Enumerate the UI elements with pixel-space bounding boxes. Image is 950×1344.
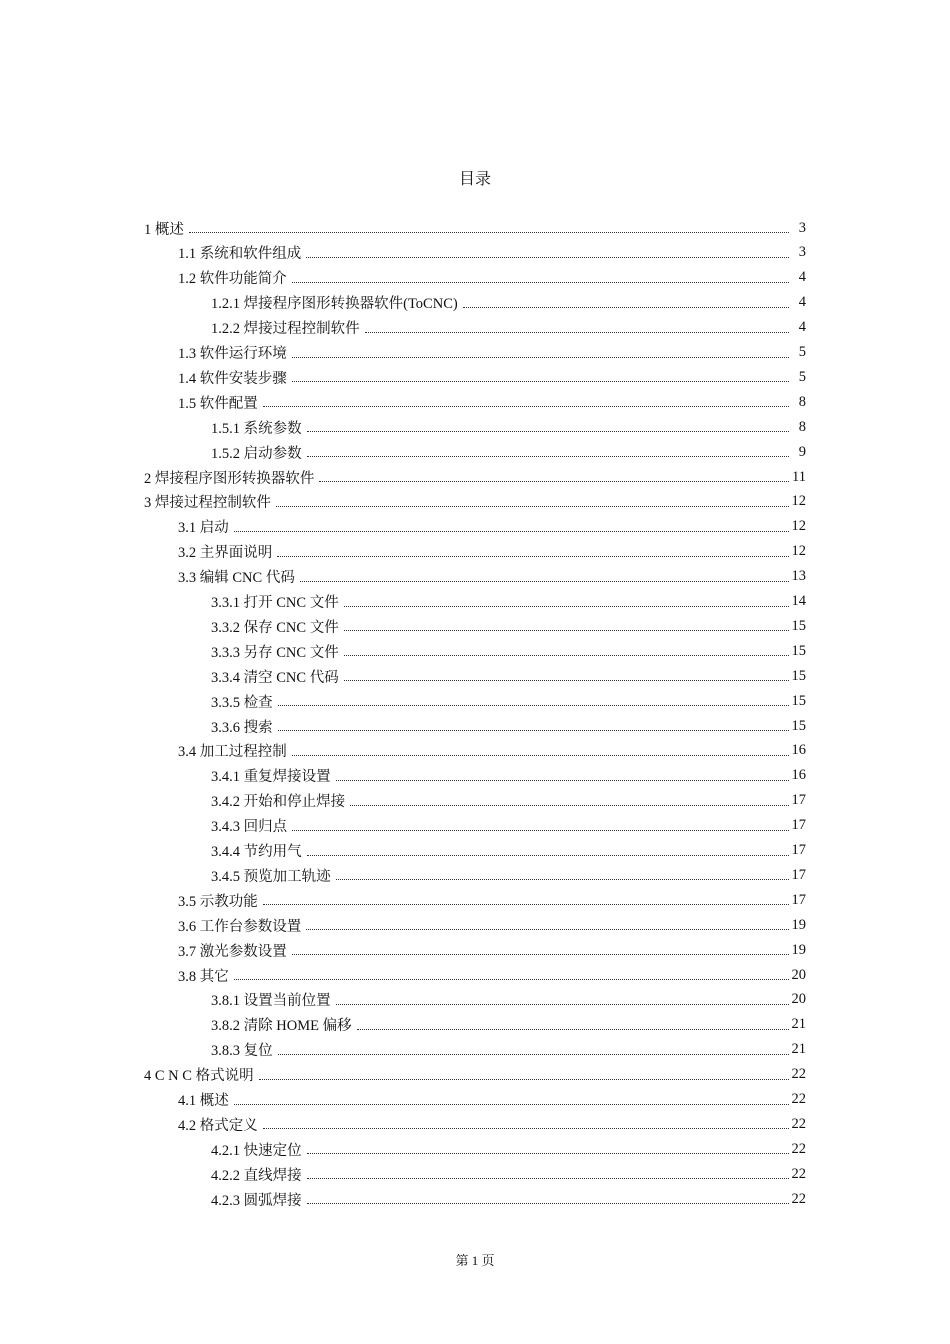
toc-dot-leader (234, 530, 789, 532)
toc-entry-page-number: 22 (791, 1165, 806, 1182)
toc-entry-label: 3.8.1 设置当前位置 (211, 993, 331, 1010)
toc-entry-page-number: 22 (791, 1140, 806, 1157)
toc-entry-label: 3.4.3 回归点 (211, 819, 288, 836)
toc-dot-leader (277, 555, 788, 557)
toc-entry-label: 1.5.2 启动参数 (211, 445, 302, 462)
toc-entry-label: 2 焊接程序图形转换器软件 (144, 470, 315, 487)
toc-dot-leader (336, 779, 789, 781)
toc-entry-page-number: 5 (798, 344, 806, 360)
toc-entry-label: 3.4.5 预览加工轨迹 (211, 868, 331, 885)
toc-dot-leader (365, 331, 789, 333)
toc-entry[interactable] (144, 490, 806, 514)
toc-entry[interactable] (178, 365, 806, 389)
toc-entry-page-number: 22 (791, 1190, 806, 1207)
toc-entry[interactable] (178, 1112, 806, 1136)
toc-entry-label: 1.2 软件功能简介 (178, 271, 287, 288)
toc-entry-page-number: 13 (791, 568, 806, 585)
toc-entry-label: 1 概述 (144, 221, 184, 238)
toc-entry[interactable] (211, 1013, 806, 1037)
page-footer: 第 1 页 (455, 1253, 495, 1268)
toc-entry-label: 4.1 概述 (178, 1093, 229, 1109)
toc-entry-page-number: 12 (791, 543, 806, 560)
toc-entry-label: 3.3.6 搜索 (211, 719, 273, 736)
toc-entry-label: 4 C N C 格式说明 (144, 1068, 254, 1085)
toc-entry[interactable] (211, 1187, 806, 1211)
toc-dot-leader (234, 978, 789, 980)
toc-entry[interactable] (178, 241, 806, 265)
toc-entry-page-number: 21 (791, 1016, 806, 1033)
toc-entry[interactable] (211, 316, 806, 340)
toc-entry-label: 1.4 软件安装步骤 (178, 370, 287, 387)
toc-entry-page-number: 20 (791, 966, 806, 983)
toc-entry-label: 1.3 软件运行环境 (178, 346, 287, 362)
toc-entry[interactable] (211, 839, 806, 863)
toc-entry-label: 3.3.3 另存 CNC 文件 (211, 644, 339, 661)
toc-dot-leader (336, 878, 789, 880)
toc-dot-leader (319, 480, 789, 482)
toc-dot-leader (292, 953, 789, 955)
toc-dot-leader (307, 854, 789, 856)
toc-dot-leader (344, 679, 789, 681)
toc-dot-leader (292, 829, 788, 831)
toc-dot-leader (463, 306, 789, 308)
toc-entry[interactable] (211, 590, 806, 614)
toc-dot-leader (300, 580, 789, 582)
toc-entry-page-number: 17 (791, 817, 806, 834)
toc-title: 目录 (458, 171, 491, 188)
toc-entry-page-number: 17 (791, 891, 806, 908)
toc-dot-leader (307, 1202, 789, 1204)
toc-dot-leader (189, 231, 789, 233)
toc-entry[interactable] (178, 341, 806, 365)
toc-entry-label: 3.4 加工过程控制 (178, 744, 287, 761)
toc-dot-leader (307, 430, 789, 432)
toc-entry-page-number: 8 (798, 393, 806, 410)
toc-entry-label: 4.2.1 快速定位 (211, 1142, 302, 1159)
toc-entry-page-number: 22 (791, 1115, 806, 1132)
toc-entry[interactable] (178, 739, 806, 763)
toc-dot-leader (292, 281, 789, 283)
toc-entry[interactable] (178, 1088, 806, 1112)
toc-entry-page-number: 15 (791, 642, 806, 659)
toc-entry[interactable] (211, 440, 806, 464)
toc-entry-label: 3.5 示教功能 (178, 893, 258, 910)
toc-entry[interactable] (211, 415, 806, 439)
toc-entry-page-number: 17 (791, 866, 806, 883)
toc-entry[interactable] (178, 266, 806, 290)
toc-entry-page-number: 3 (798, 244, 806, 261)
toc-entry-label: 4.2.3 圆弧焊接 (211, 1192, 302, 1209)
toc-dot-leader (307, 1177, 789, 1179)
toc-entry[interactable] (211, 1162, 806, 1186)
toc-dot-leader (344, 629, 789, 631)
toc-dot-leader (259, 1078, 789, 1080)
toc-entry-label: 3.3.2 保存 CNC 文件 (211, 619, 339, 636)
toc-entry[interactable] (211, 764, 806, 788)
toc-dot-leader (344, 654, 789, 656)
toc-dot-leader (350, 804, 788, 806)
toc-entry-label: 3.8.2 清除 HOME 偏移 (211, 1018, 352, 1035)
toc-entry-label: 3.4.1 重复焊接设置 (211, 769, 331, 786)
toc-entry-label: 3.3.1 打开 CNC 文件 (211, 595, 339, 611)
toc-entry-page-number: 17 (791, 792, 806, 809)
toc-dot-leader (307, 455, 789, 457)
toc-entry-page-number: 16 (791, 742, 806, 759)
toc-entry-page-number: 17 (791, 842, 806, 858)
toc-entry-page-number: 4 (798, 294, 806, 311)
toc-dot-leader (234, 1103, 789, 1105)
toc-entry-label: 4.2 格式定义 (178, 1117, 258, 1134)
toc-entry[interactable] (144, 465, 806, 489)
toc-entry[interactable] (211, 614, 806, 638)
toc-entry-page-number: 12 (791, 493, 806, 510)
toc-entry-page-number: 20 (791, 991, 806, 1008)
toc-entry-label: 3.8 其它 (178, 968, 229, 985)
toc-entry-page-number: 11 (792, 468, 806, 485)
toc-entry-label: 3 焊接过程控制软件 (144, 495, 271, 512)
toc-dot-leader (292, 754, 789, 756)
toc-entry-page-number: 5 (798, 368, 806, 385)
toc-entry-label: 3.3 编辑 CNC 代码 (178, 570, 295, 587)
toc-entry-label: 1.5 软件配置 (178, 395, 258, 412)
toc-entry[interactable] (211, 814, 806, 838)
toc-entry-label: 3.3.4 清空 CNC 代码 (211, 669, 339, 686)
toc-dot-leader (336, 1003, 789, 1005)
toc-entry-page-number: 14 (791, 593, 806, 609)
toc-entry-page-number: 8 (798, 418, 806, 435)
toc-entry-label: 1.2.1 焊接程序图形转换器软件(ToCNC) (211, 296, 458, 313)
toc-entry-page-number: 15 (791, 692, 806, 709)
toc-entry-label: 1.5.1 系统参数 (211, 420, 302, 437)
toc-entry-label: 3.4.2 开始和停止焊接 (211, 794, 346, 811)
toc-entry[interactable] (211, 1137, 806, 1161)
toc-entry-page-number: 15 (791, 717, 806, 734)
toc-entry-label: 3.1 启动 (178, 520, 229, 537)
toc-dot-leader (344, 605, 789, 607)
toc-dot-leader (306, 928, 788, 930)
toc-dot-leader (357, 1028, 789, 1030)
toc-entry-label: 3.8.3 复位 (211, 1043, 273, 1060)
toc-entry-page-number: 9 (798, 443, 806, 460)
toc-dot-leader (292, 356, 789, 358)
toc-entry[interactable] (178, 913, 806, 937)
toc-entry[interactable] (211, 664, 806, 688)
toc-entry-page-number: 21 (791, 1041, 806, 1058)
toc-dot-leader (307, 1152, 789, 1154)
toc-entry[interactable] (211, 714, 806, 738)
toc-entry-page-number: 19 (791, 941, 806, 958)
toc-entry[interactable] (211, 291, 806, 315)
toc-entry-label: 3.2 主界面说明 (178, 545, 273, 562)
toc-entry-label: 3.6 工作台参数设置 (178, 918, 302, 935)
toc-entry-page-number: 15 (791, 667, 806, 684)
toc-entry[interactable] (178, 390, 806, 414)
toc-entry-page-number: 22 (791, 1066, 806, 1083)
toc-dot-leader (292, 380, 789, 382)
toc-dot-leader (263, 903, 789, 905)
toc-entry-label: 3.4.4 节约用气 (211, 844, 302, 860)
toc-dot-leader (263, 405, 789, 407)
toc-entry-page-number: 22 (791, 1091, 806, 1107)
toc-entry[interactable] (178, 938, 806, 962)
toc-entry[interactable] (211, 1038, 806, 1062)
toc-entry[interactable] (178, 515, 806, 539)
toc-entry-label: 4.2.2 直线焊接 (211, 1167, 302, 1184)
toc-dot-leader (276, 505, 789, 507)
toc-entry-page-number: 12 (791, 518, 806, 535)
toc-entry-page-number: 4 (798, 269, 806, 286)
toc-entry-page-number: 3 (798, 219, 806, 236)
toc-dot-leader (278, 704, 789, 706)
toc-entry-page-number: 16 (791, 767, 806, 784)
toc-dot-leader (306, 256, 789, 258)
toc-entry-page-number: 19 (791, 916, 806, 933)
toc-entry[interactable] (211, 639, 806, 663)
toc-entry[interactable] (211, 689, 806, 713)
toc-entry-label: 1.2.2 焊接过程控制软件 (211, 321, 360, 338)
toc-entry[interactable] (211, 863, 806, 887)
toc-entry[interactable] (178, 963, 806, 987)
toc-entry[interactable] (144, 1063, 806, 1087)
toc-dot-leader (278, 1053, 789, 1055)
toc-dot-leader (263, 1127, 789, 1129)
toc-entry[interactable] (211, 988, 806, 1012)
toc-entry-page-number: 15 (791, 617, 806, 634)
toc-entry-label: 3.7 激光参数设置 (178, 943, 287, 960)
toc-entry-label: 3.3.5 检查 (211, 694, 273, 711)
toc-entry-label: 1.1 系统和软件组成 (178, 246, 302, 263)
toc-entry-page-number: 4 (798, 319, 806, 336)
toc-entry[interactable] (178, 540, 806, 564)
toc-entry[interactable] (144, 216, 806, 240)
toc-dot-leader (278, 729, 789, 731)
toc-entry[interactable] (211, 789, 806, 813)
toc-entry[interactable] (178, 565, 806, 589)
toc-entry[interactable] (178, 888, 806, 912)
